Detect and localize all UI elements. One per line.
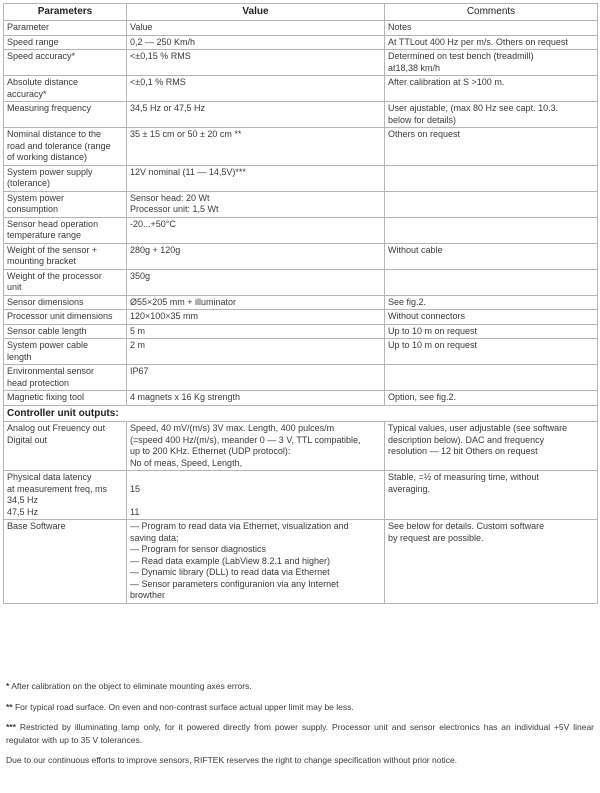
value-cell: 350g <box>127 269 385 295</box>
table-row <box>4 471 598 520</box>
comment-cell: Up to 10 m on request <box>385 324 598 339</box>
table-row <box>4 520 598 604</box>
comment-cell <box>385 365 598 391</box>
table-row <box>4 76 598 102</box>
table-row <box>4 339 598 365</box>
table-row <box>4 243 598 269</box>
comment-cell <box>385 217 598 243</box>
parameter-cell: Parameter <box>4 21 127 36</box>
header-value: Value <box>127 4 385 21</box>
parameter-cell: Speed range <box>4 35 127 50</box>
value-cell: 4 magnets x 16 Kg strength <box>127 391 385 406</box>
table-row <box>4 269 598 295</box>
footnote <box>6 721 594 746</box>
parameter-cell: Physical data latency at measurement freq, ms 34,5 Hz 47,5 Hz <box>4 471 127 520</box>
value-cell: <±0,1 % RMS <box>127 76 385 102</box>
header-comments: Comments <box>385 4 598 21</box>
table-body-specs <box>4 21 598 406</box>
table-row <box>4 391 598 406</box>
comment-cell: Without connectors <box>385 310 598 325</box>
parameter-cell: Magnetic fixing tool <box>4 391 127 406</box>
value-cell: 120×100×35 mm <box>127 310 385 325</box>
parameter-cell: Analog out Freuency out Digital out <box>4 422 127 471</box>
value-cell: Speed, 40 mV/(m/s) 3V max. Length, 400 pulces/m (=speed 400 Hz/(m/s), meander 0 — 3 V, TTL compatible, up to 200 KHz. Ethernet (UDP protocol): No of meas, Speed, Length, <box>127 422 385 471</box>
value-cell: Sensor head: 20 Wt Processor unit: 1,5 Wt <box>127 191 385 217</box>
table-body-outputs <box>4 422 598 604</box>
footnotes <box>6 680 594 775</box>
table-row <box>4 21 598 36</box>
table-row <box>4 324 598 339</box>
table-row <box>4 50 598 76</box>
comment-cell: Without cable <box>385 243 598 269</box>
comment-cell: At TTLout 400 Hz per m/s. Others on request <box>385 35 598 50</box>
parameter-cell: Base Software <box>4 520 127 604</box>
comment-cell: See fig.2. <box>385 295 598 310</box>
comment-cell <box>385 269 598 295</box>
comment-cell: After calibration at S >100 m. <box>385 76 598 102</box>
value-cell: IP67 <box>127 365 385 391</box>
parameter-cell: Nominal distance to the road and tolerance (range of working distance) <box>4 128 127 166</box>
footnote-text: For typical road surface. On even and non-contrast surface actual upper limit may be less. <box>12 701 354 712</box>
value-cell: 35 ± 15 cm or 50 ± 20 cm ** <box>127 128 385 166</box>
parameter-cell: Weight of the sensor + mounting bracket <box>4 243 127 269</box>
comment-cell: Determined on test bench (treadmill) at18,38 km/h <box>385 50 598 76</box>
footnote <box>6 701 594 714</box>
value-cell: Value <box>127 21 385 36</box>
table-row <box>4 165 598 191</box>
value-cell: 5 m <box>127 324 385 339</box>
comment-cell <box>385 191 598 217</box>
comment-cell: Option, see fig.2. <box>385 391 598 406</box>
table-row <box>4 217 598 243</box>
comment-cell <box>385 165 598 191</box>
table-header-row <box>4 4 598 21</box>
value-cell: 2 m <box>127 339 385 365</box>
table-row <box>4 310 598 325</box>
section-row <box>4 405 598 422</box>
parameter-cell: Sensor cable length <box>4 324 127 339</box>
parameter-cell: Speed accuracy* <box>4 50 127 76</box>
comment-cell: Others on request <box>385 128 598 166</box>
footnote <box>6 680 594 693</box>
parameter-cell: System power supply (tolerance) <box>4 165 127 191</box>
comment-cell: Stable, =½ of measuring time, without averaging. <box>385 471 598 520</box>
value-cell: — Program to read data via Ethernet, visualization and saving data; — Program for sensor diagnostics — Read data example (LabView 8.2.1 and higher) — Dynamic library (DLL) to read data via Ethernet — Sensor parameters configuranion via any Internet browther <box>127 520 385 604</box>
footnote-text: Restricted by illuminating lamp only, for it powered directly from power supply. Processor unit and sensor electronics has an individual +5V linear regulator with up to 35 V tolerances. <box>6 722 594 745</box>
footnote-marker: *** <box>6 722 16 732</box>
comment-cell: Typical values, user adjustable (see software description below). DAC and frequency resolution — 12 bit Others on request <box>385 422 598 471</box>
comment-cell: Notes <box>385 21 598 36</box>
parameter-cell: Environmental sensor head protection <box>4 365 127 391</box>
specifications-table <box>3 3 598 604</box>
footnote-marker: ** <box>6 701 13 712</box>
comment-cell: Up to 10 m on request <box>385 339 598 365</box>
value-cell: -20...+50°C <box>127 217 385 243</box>
footnote-marker: * <box>6 681 10 691</box>
parameter-cell: Weight of the processor unit <box>4 269 127 295</box>
value-cell: 0,2 — 250 Km/h <box>127 35 385 50</box>
footnote <box>6 754 594 767</box>
table-row <box>4 102 598 128</box>
value-cell: 280g + 120g <box>127 243 385 269</box>
table-row <box>4 295 598 310</box>
value-cell: 15 11 <box>127 471 385 520</box>
header-parameters: Parameters <box>4 4 127 21</box>
parameter-cell: Sensor dimensions <box>4 295 127 310</box>
footnote-text: Due to our continuous efforts to improve sensors, RIFTEK reserves the right to change specification without prior notice. <box>6 755 458 765</box>
parameter-cell: System power cable length <box>4 339 127 365</box>
footnote-text: After calibration on the object to eliminate mounting axes errors. <box>9 681 252 691</box>
comment-cell: See below for details. Custom software by request are possible. <box>385 520 598 604</box>
comment-cell: User ajustable, (max 80 Hz see capt. 10.3. below for details) <box>385 102 598 128</box>
table-row <box>4 191 598 217</box>
parameter-cell: Measuring frequency <box>4 102 127 128</box>
table-row <box>4 422 598 471</box>
parameter-cell: Processor unit dimensions <box>4 310 127 325</box>
table-row <box>4 35 598 50</box>
parameter-cell: System power consumption <box>4 191 127 217</box>
section-title: Controller unit outputs: <box>4 405 598 422</box>
parameter-cell: Absolute distance accuracy* <box>4 76 127 102</box>
table-body-section <box>4 405 598 422</box>
table-row <box>4 128 598 166</box>
value-cell: Ø55×205 mm + illuminator <box>127 295 385 310</box>
value-cell: 12V nominal (11 — 14,5V)*** <box>127 165 385 191</box>
value-cell: <±0,15 % RMS <box>127 50 385 76</box>
value-cell: 34,5 Hz or 47,5 Hz <box>127 102 385 128</box>
table-row <box>4 365 598 391</box>
parameter-cell: Sensor head operation temperature range <box>4 217 127 243</box>
